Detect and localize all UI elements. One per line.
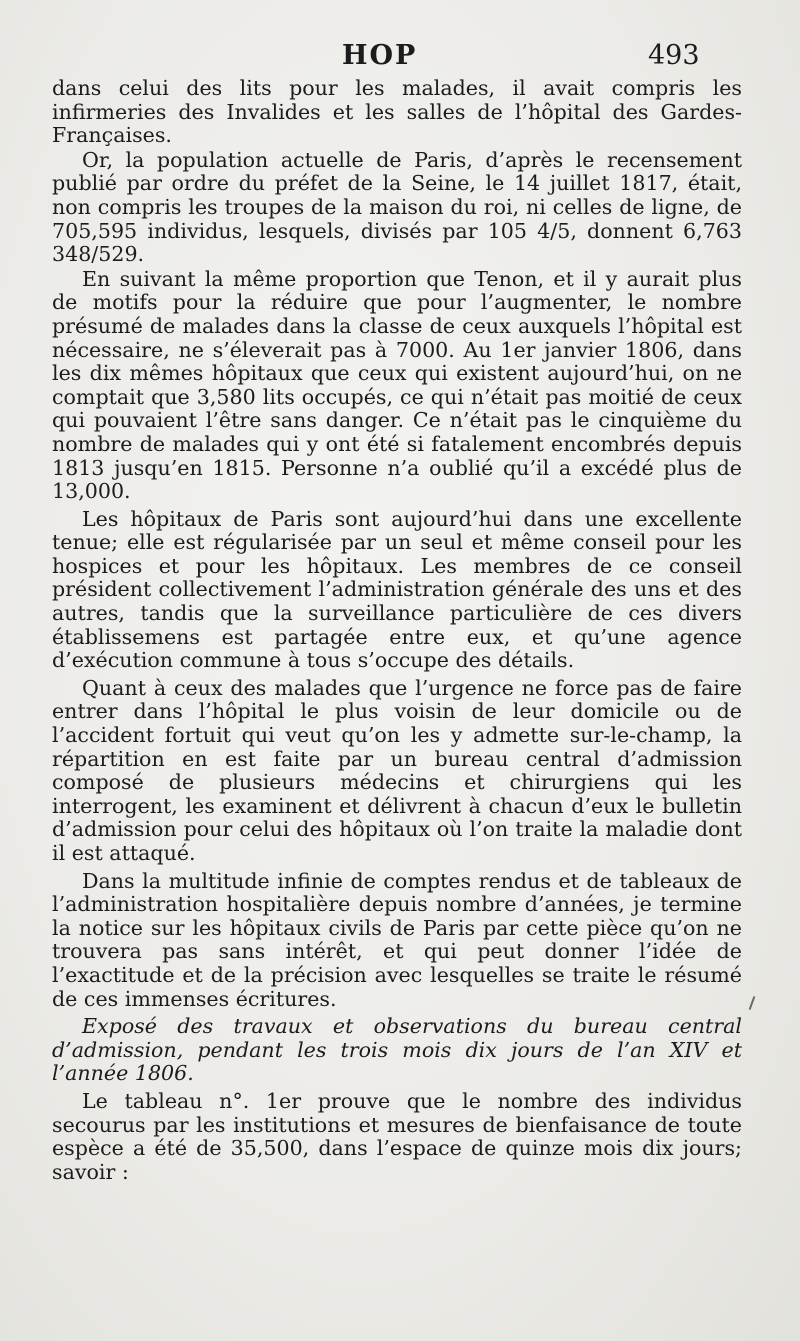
paragraph-4: Les hôpitaux de Paris sont aujourd’hui dans une excellente tenue; elle est régularisée par un seul et même conseil pour les hospices et pour les hôpitaux. Les membres de ce conseil président collectivement l’administration générale des uns et des autres, tandis que la surveillance particulière de ces divers établissemens est partagée entre eux, et qu’une agence d’exécution commune à tous s’occupe des détails.	[52, 506, 742, 673]
margin-mark	[749, 996, 756, 1010]
running-head: HOP	[342, 40, 418, 71]
paragraph-8: Le tableau n°. 1er prouve que le nombre des individus secourus par les institutions et mesures de bienfaisance de toute espèce a été de 35,500, dans l’espace de quinze mois dix jours; savoir :	[52, 1088, 742, 1184]
page-body	[52, 77, 742, 1184]
paragraph-5: Quant à ceux des malades que l’urgence ne force pas de faire entrer dans l’hôpital le plus voisin de leur domicile ou de l’accident fortuit qui veut qu’on les y admette sur-le-champ, la répartition en est faite par un bureau central d’admission composé de plusieurs médecins et chirurgiens qui les interrogent, les examinent et délivrent à chacun d’eux le bulletin d’admission pour celui des hôpitaux où l’on traite la maladie dont il est attaqué.	[52, 675, 742, 865]
page-number: 493	[648, 40, 700, 71]
page-header	[0, 40, 800, 80]
paragraph-3: En suivant la même proportion que Tenon, et il y aurait plus de motifs pour la réduire que pour l’augmenter, le nombre présumé de malades dans la classe de ceux auxquels l’hôpital est nécessaire, ne s’éleverait pas à 7000. Au 1er janvier 1806, dans les dix mêmes hôpitaux que ceux qui existent aujourd’hui, on ne comptait que 3,580 lits occupés, ce qui n’était pas moitié de ceux qui pouvaient l’être sans danger. Ce n’était pas le cinquième du nombre de malades qui y ont été si fatalement encombrés depuis 1813 jusqu’en 1815. Personne n’a oublié qu’il a excédé plus de 13,000.	[52, 266, 742, 504]
paragraph-6: Dans la multitude infinie de comptes rendus et de tableaux de l’administration hospitalière depuis nombre d’années, je termine la notice sur les hôpitaux civils de Paris par cette pièce qu’on ne trouvera pas sans intérêt, et qui peut donner l’idée de l’exactitude et de la précision avec lesquelles se traite le résumé de ces immenses écritures.	[52, 868, 742, 1011]
section-heading: Exposé des travaux et observations du bureau central d’admission, pendant les trois mois dix jours de l’an XIV et l’année 1806.	[52, 1014, 742, 1086]
paragraph-1: dans celui des lits pour les malades, il avait compris les infirmeries des Invalides et les salles de l’hôpital des Gardes-Françaises.	[52, 76, 742, 148]
paragraph-2: Or, la population actuelle de Paris, d’après le recensement publié par ordre du préfet de la Seine, le 14 juillet 1817, était, non compris les troupes de la maison du roi, ni celles de ligne, de 705,595 individus, lesquels, divisés par 105 4/5, donnent 6,763 348/529.	[52, 147, 742, 267]
